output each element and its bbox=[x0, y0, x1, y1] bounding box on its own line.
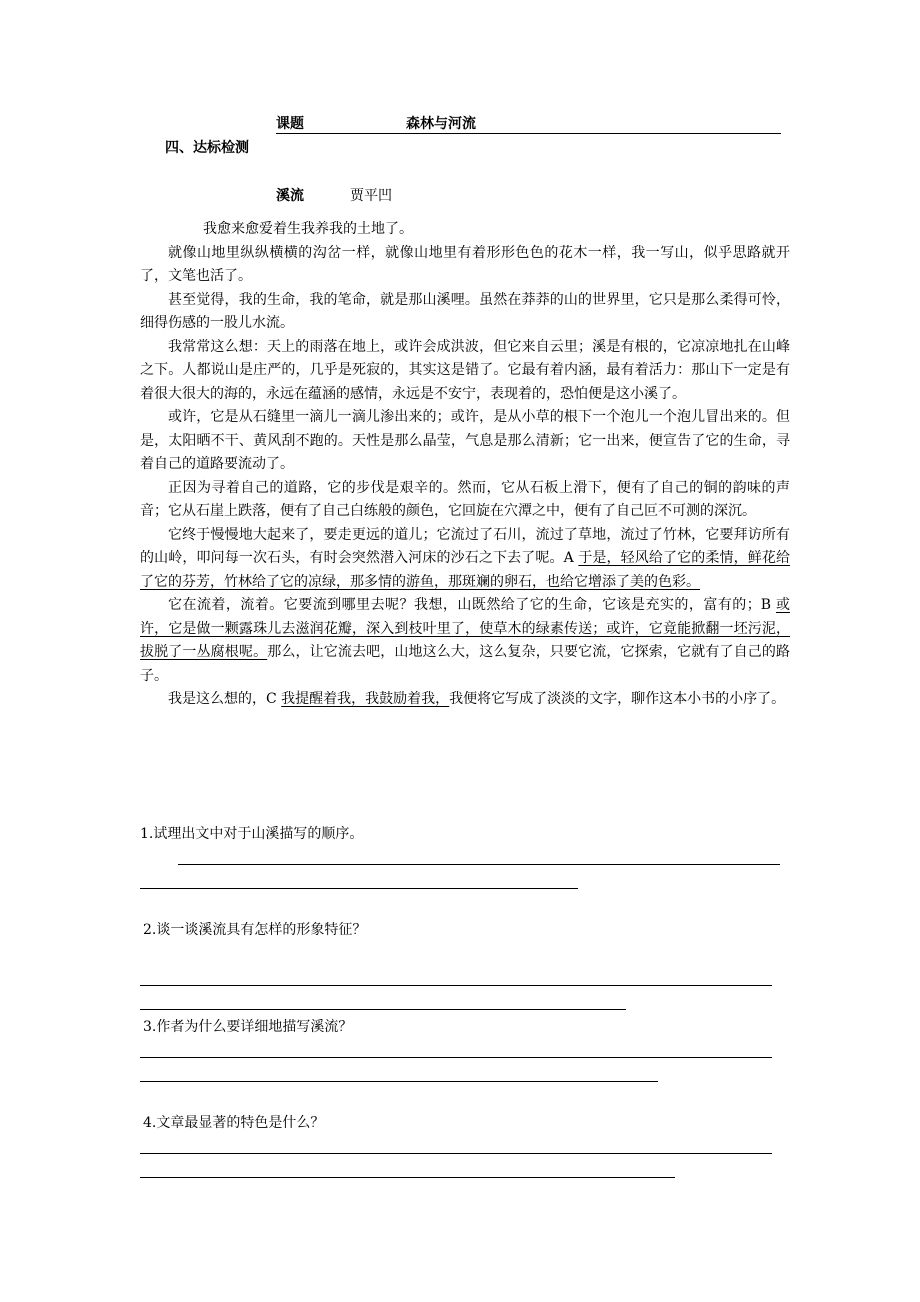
essay-body bbox=[140, 218, 790, 712]
paragraph-text: 它终于慢慢地大起来了，要走更远的道儿；它流过了石川，流过了草地，流过了竹林，它要拜访所有的山岭，叩问每一次石头，有时会突然潜入河床的沙石之下去了呢。A bbox=[140, 526, 790, 566]
answer-line[interactable] bbox=[140, 888, 578, 889]
essay-title: 溪流 bbox=[276, 188, 304, 204]
answer-line[interactable] bbox=[140, 1177, 675, 1178]
paragraph bbox=[140, 594, 790, 688]
paragraph: 甚至觉得，我的生命，我的笔命，就是那山溪哩。虽然在莽莽的山的世界里，它只是那么柔得可怜，细得伤感的一股儿水流。 bbox=[140, 291, 790, 331]
answer-line[interactable] bbox=[140, 1057, 772, 1058]
paragraph bbox=[140, 524, 790, 595]
underlined-sentence-a: 于是，轻风给了它的柔情，鲜花给了它的芬芳，竹林给了它的凉绿，那多情的游鱼，那斑斓的卵石，也给它增添了美的色彩。 bbox=[140, 550, 791, 590]
question-3: 3.作者为什么要详细地描写溪流？ bbox=[143, 1019, 353, 1035]
answer-line[interactable] bbox=[178, 864, 780, 865]
question-4: 4.文章最显著的特色是什么？ bbox=[143, 1115, 325, 1131]
answer-line[interactable] bbox=[140, 1081, 658, 1082]
topic-label: 课题 bbox=[276, 116, 304, 132]
topic-title: 森林与河流 bbox=[406, 116, 476, 132]
paragraph-text: 我是这么想的，C bbox=[168, 691, 282, 707]
essay-author: 贾平凹 bbox=[350, 188, 392, 204]
paragraph: 我常常这么想：天上的雨落在地上，或许会成洪波，但它来自云里；溪是有根的，它凉凉地扎在山峰之下。人都说山是庄严的，几乎是死寂的，其实这是错了。它最有着内涵，最有着活力：那山下一定是有着很大很大的海的，永远在蕴涵的感情，永远是不安宁，表现着的，恐怕便是这小溪了。 bbox=[140, 338, 790, 402]
underlined-sentence-b: 或许，它是做一颗露珠儿去滋润花瓣，深入到枝叶里了，使草木的绿素传送；或许，它竟能掀翻一坯污泥，拔脱了一丛腐根呢。 bbox=[140, 597, 790, 660]
paragraph: 正因为寻着自己的道路，它的步伐是艰辛的。然而，它从石板上滑下，便有了自己的铜的韵味的声音；它从石崖上跌落，便有了自己白练般的颜色，它回旋在穴潭之中，便有了自己叵不可测的深沉。 bbox=[140, 479, 790, 519]
paragraph: 或许，它是从石缝里一滴儿一滴儿渗出来的；或许，是从小草的根下一个泡儿一个泡儿冒出来的。但是，太阳晒不干、黄风刮不跑的。天性是那么晶莹，气息是那么清新；它一出来，便宣告了它的生命，寻着自己的道路要流动了。 bbox=[140, 409, 790, 472]
answer-line[interactable] bbox=[140, 985, 772, 986]
question-2: 2.谈一谈溪流具有怎样的形象特征？ bbox=[143, 922, 367, 938]
paragraph: 就像山地里纵纵横横的沟岔一样，就像山地里有着形形色色的花木一样，我一写山，似乎思路就开了，文笔也活了。 bbox=[140, 244, 790, 284]
underlined-sentence-c: 我提醒着我，我鼓励着我， bbox=[281, 691, 450, 707]
title-row bbox=[276, 113, 781, 134]
question-1: 1.试理出文中对于山溪描写的顺序。 bbox=[140, 826, 364, 842]
answer-line[interactable] bbox=[140, 1009, 626, 1010]
paragraph bbox=[140, 688, 790, 712]
answer-line[interactable] bbox=[140, 1153, 772, 1154]
paragraph-text: 我便将它写成了淡淡的文字，聊作这本小书的小序了。 bbox=[449, 691, 786, 707]
paragraph: 我愈来愈爱着生我养我的土地了。 bbox=[203, 221, 413, 237]
section-heading: 四、达标检测 bbox=[165, 140, 249, 156]
paragraph-text: 它在流着，流着。它要流到哪里去呢？我想，山既然给了它的生命，它该是充实的，富有的；B bbox=[168, 597, 776, 613]
paragraph-text: 那么，让它流去吧，山地这么大，这么复杂，只要它流，它探索，它就有了自己的路子。 bbox=[140, 644, 791, 684]
